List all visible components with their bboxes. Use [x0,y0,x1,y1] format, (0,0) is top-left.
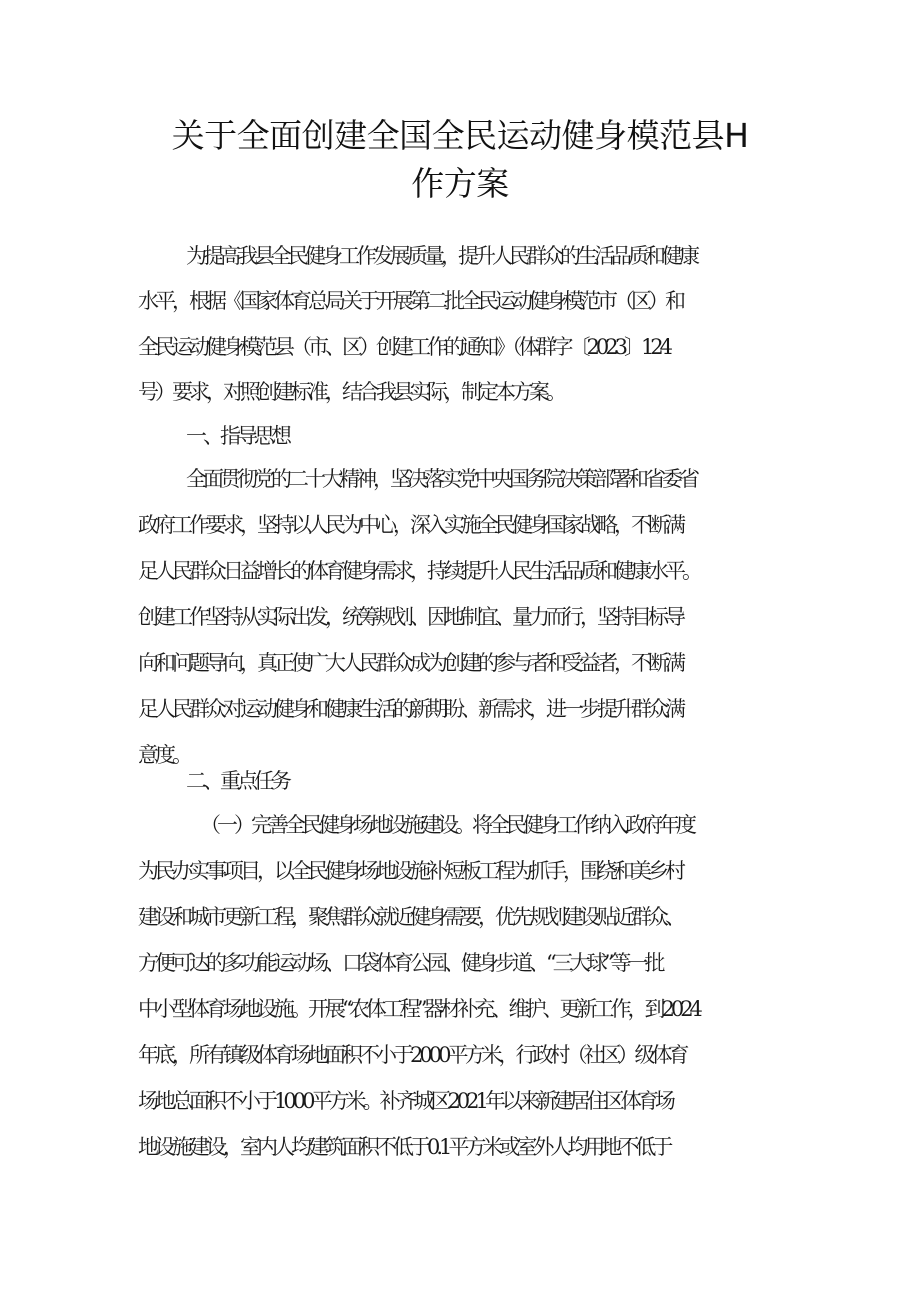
paragraph-line: 为提高我县全民健身工作发展质量，提升人民群众的生活品质和健康 [186,244,696,268]
paragraph-line: 意度。 [138,743,189,767]
paragraph-line: 方便可达的多功能运动场、口袋体育公园、健身步道、“三大球”等一批 [138,951,662,975]
paragraph-line: 创建工作坚持从实际出发，统筹规划、因地制宜、量力而行，坚持目标导 [138,605,682,629]
paragraph-line: 全面贯彻党的二十大精神，坚决落实党中央国务院决策部署和省委省 [186,467,696,491]
paragraph-line: 足人民群众日益增长的体育健身需求，持续提升人民生活品质和健康水平。 [138,559,699,583]
paragraph-line: 建设和城市更新工程，聚焦群众就近健身需要，优先规划建设贴近群众、 [138,905,682,929]
section-heading: 二、重点任务 [186,769,288,793]
section-heading: 一、指导思想 [186,424,288,448]
document-title-line-2: 作方案 [411,164,509,203]
paragraph-line: 地设施建设，室内人均建筑面积不低于0.1平方米或室外人均用地不低于 [138,1135,670,1159]
paragraph-line: 号）要求，对照创建标准，结合我县实际，制定本方案。 [138,380,563,404]
document-title-line-1: 关于全面创建全国全民运动健身模范县H [171,116,749,155]
paragraph-line: （一）完善全民健身场地设施建设。将全民健身工作纳入政府年度 [200,813,693,837]
paragraph-line: 向和问题导向，真正使广大人民群众成为创建的参与者和受益者，不断满 [138,651,682,675]
paragraph-line: 政府工作要求，坚持以人民为中心，深入实施全民健身国家战略，不断满 [138,513,682,537]
paragraph-line: 全民运动健身模范县（市、区）创建工作的通知》（体群字〔2023〕124 [138,335,670,359]
paragraph-line: 水平，根据《国家体育总局关于开展第二批全民运动健身模范市（区）和 [138,289,682,313]
paragraph-line: 中小型体育场地设施。开展“农体工程”器材补充、维护、更新工作，到2024 [138,997,699,1021]
paragraph-line: 为民办实事项目，以全民健身场地设施补短板工程为抓手，围绕和美乡村 [138,859,682,883]
paragraph-line: 场地总面积不小于1000平方米。补齐城区2021年以来新建居住区体育场 [138,1089,672,1113]
paragraph-line: 年底，所有镇级体育场地面积不小于2000平方米，行政村（社区）级体育 [138,1043,686,1067]
paragraph-line: 足人民群众对运动健身和健康生活的新期盼、新需求，进一步提升群众满 [138,697,682,721]
